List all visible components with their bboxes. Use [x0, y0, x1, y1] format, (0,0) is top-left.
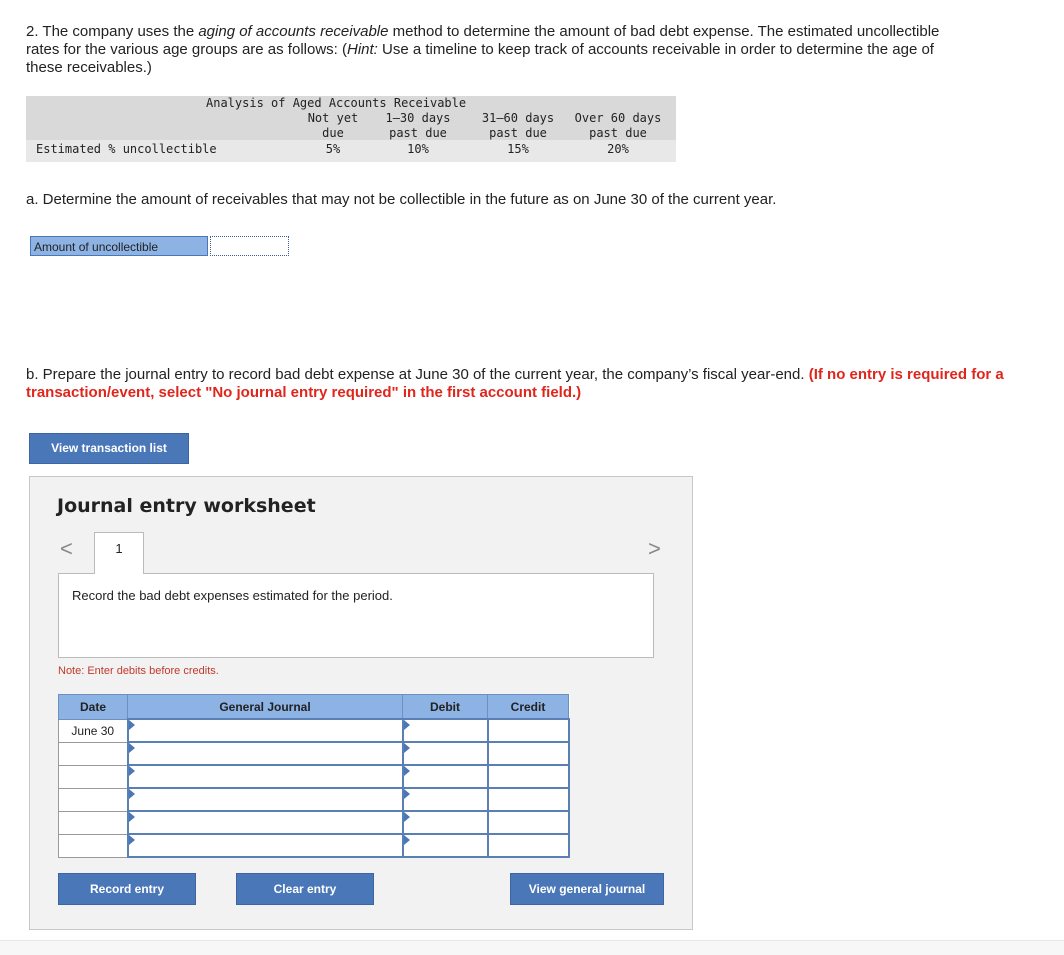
aging-col-line1: 1–30 days — [385, 111, 451, 125]
account-cell[interactable] — [128, 719, 403, 742]
aging-rate: 10% — [407, 142, 429, 156]
date-cell — [59, 765, 128, 788]
aging-rate: 15% — [507, 142, 529, 156]
account-cell[interactable] — [128, 742, 403, 765]
table-row — [59, 765, 569, 788]
question-intro-1: The company uses the — [42, 23, 199, 40]
record-entry-button[interactable]: Record entry — [58, 873, 196, 905]
part-b-main: b. Prepare the journal entry to record bad debt expense at June 30 of the current year, the company’s fiscal year-end. — [26, 366, 809, 383]
account-cell[interactable] — [128, 834, 403, 857]
dropdown-icon — [404, 835, 410, 845]
view-transaction-list-button[interactable]: View transaction list — [29, 433, 189, 464]
dropdown-icon — [404, 766, 410, 776]
aging-col-line2: past due — [489, 126, 547, 140]
uncollectible-label: Amount of uncollectible — [30, 236, 208, 256]
aging-table — [26, 96, 676, 168]
aging-col-header — [378, 111, 458, 141]
credit-cell[interactable] — [488, 788, 569, 811]
dropdown-icon — [404, 812, 410, 822]
prev-arrow-icon[interactable]: < — [60, 536, 73, 561]
question-intro-3: Use a timeline to keep track of accounts receivable in order to determine the age of these receivables.) — [26, 41, 934, 76]
debit-cell[interactable] — [403, 811, 488, 834]
debit-cell[interactable] — [403, 742, 488, 765]
aging-col-line2: past due — [389, 126, 447, 140]
debit-cell[interactable] — [403, 719, 488, 742]
dropdown-icon — [404, 720, 410, 730]
table-row — [59, 834, 569, 857]
debit-cell[interactable] — [403, 765, 488, 788]
debit-cell[interactable] — [403, 834, 488, 857]
dropdown-icon — [129, 789, 135, 799]
dropdown-icon — [404, 789, 410, 799]
part-a-text: a. Determine the amount of receivables that may not be collectible in the future as on June 30 of the current year. — [26, 191, 777, 208]
clear-entry-button[interactable]: Clear entry — [236, 873, 374, 905]
table-row — [59, 742, 569, 765]
aging-col-header — [568, 111, 668, 141]
dropdown-icon — [129, 835, 135, 845]
credit-cell[interactable] — [488, 742, 569, 765]
table-row — [59, 811, 569, 834]
question-intro-em: aging of accounts receivable — [198, 23, 389, 40]
credit-cell[interactable] — [488, 811, 569, 834]
header-date: Date — [59, 695, 128, 720]
aging-col-line2: due — [322, 126, 344, 140]
aging-col-header — [298, 111, 368, 141]
table-row — [59, 719, 569, 742]
question-text — [26, 23, 956, 77]
aging-row-label: Estimated % uncollectible — [36, 142, 217, 156]
aging-rate: 20% — [607, 142, 629, 156]
aging-col-header — [474, 111, 562, 141]
worksheet-title: Journal entry worksheet — [57, 495, 316, 517]
aging-col-line1: 31–60 days — [481, 111, 555, 125]
question-intro-2: method to determine the amount of bad debt expense. The estimated uncollectible rates for the various age groups are as follows: ( — [26, 23, 940, 58]
account-cell[interactable] — [128, 788, 403, 811]
instruction-text: Record the bad debt expenses estimated for the period. — [72, 588, 393, 603]
dropdown-icon — [129, 743, 135, 753]
date-cell — [59, 788, 128, 811]
view-general-journal-button[interactable]: View general journal — [510, 873, 664, 905]
tab-entry-1[interactable]: 1 — [94, 532, 144, 574]
aging-col-line1: Over 60 days — [574, 111, 662, 125]
date-cell — [59, 742, 128, 765]
account-cell[interactable] — [128, 765, 403, 788]
aging-rate: 5% — [325, 142, 341, 156]
aging-table-title: Analysis of Aged Accounts Receivable — [206, 96, 467, 110]
header-credit: Credit — [488, 695, 569, 720]
dropdown-icon — [129, 766, 135, 776]
question-number: 2. — [26, 23, 39, 40]
dropdown-icon — [129, 812, 135, 822]
journal-table — [58, 694, 570, 858]
header-debit: Debit — [403, 695, 488, 720]
dropdown-icon — [404, 743, 410, 753]
account-cell[interactable] — [128, 811, 403, 834]
aging-col-line1: Not yet — [307, 111, 359, 125]
note-text: Note: Enter debits before credits. — [58, 665, 219, 677]
header-general-journal: General Journal — [128, 695, 403, 720]
next-arrow-icon[interactable]: > — [648, 536, 661, 561]
date-cell: June 30 — [59, 719, 128, 742]
date-cell — [59, 811, 128, 834]
debit-cell[interactable] — [403, 788, 488, 811]
part-b-text — [26, 366, 1036, 402]
uncollectible-input[interactable] — [210, 236, 289, 256]
credit-cell[interactable] — [488, 834, 569, 857]
instruction-box — [58, 573, 654, 658]
date-cell — [59, 834, 128, 857]
table-row — [59, 788, 569, 811]
aging-col-line2: past due — [589, 126, 647, 140]
credit-cell[interactable] — [488, 719, 569, 742]
question-hint: Hint: — [347, 41, 378, 58]
part-b-instruction: (If no entry is required for a transaction/event, select "No journal entry required" in the first account field.) — [26, 366, 1004, 401]
dropdown-icon — [129, 720, 135, 730]
bottom-bar — [0, 940, 1064, 955]
credit-cell[interactable] — [488, 765, 569, 788]
